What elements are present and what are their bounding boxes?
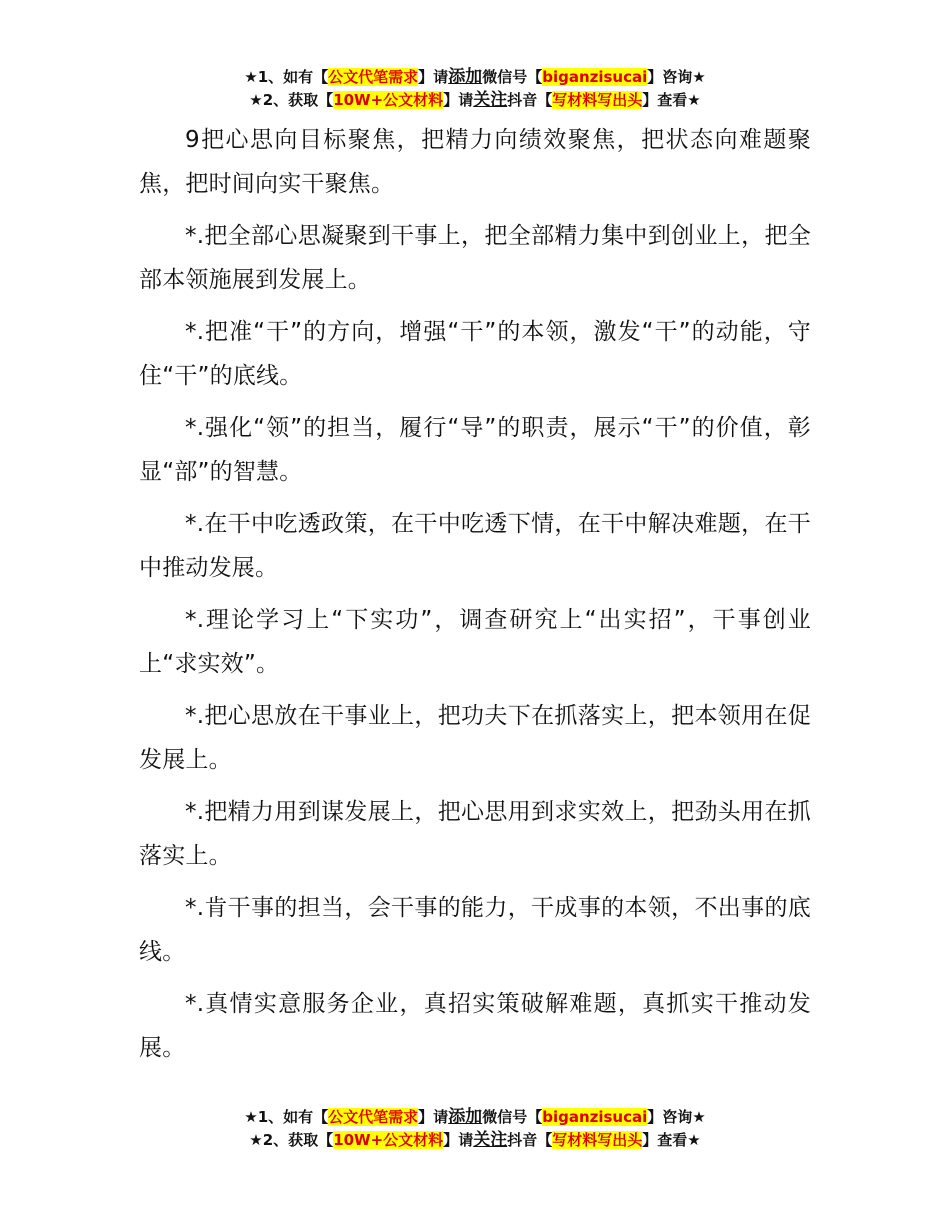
highlight-materials: 10W+公文材料 [333, 91, 444, 109]
banner-line-1 [0, 1106, 950, 1129]
highlight-douyin: 写材料写出头 [552, 1131, 643, 1149]
paragraph: *.把心思放在干事业上，把功夫下在抓落实上，把本领用在促发展上。 [139, 703, 811, 773]
banner-text: 】咨询★ [647, 1108, 706, 1126]
paragraph: *.把精力用到谋发展上，把心思用到求实效上，把劲头用在抓落实上。 [139, 799, 811, 869]
document-body [139, 118, 811, 1078]
banner-text: 】请 [443, 91, 474, 109]
banner-line-2 [0, 89, 950, 112]
banner-text: 】咨询★ [647, 68, 706, 86]
header-banner [0, 66, 950, 112]
paragraph: *.把准“干”的方向，增强“干”的本领，激发“干”的动能，守住“干”的底线。 [139, 319, 811, 389]
paragraph: *.把全部心思凝聚到干事上，把全部精力集中到创业上，把全部本领施展到发展上。 [139, 223, 811, 293]
banner-text: 微信号【 [482, 68, 543, 86]
banner-emphasis: 添加 [448, 67, 483, 87]
banner-text: ★1、如有【 [244, 1108, 329, 1126]
paragraph: *.肯干事的担当，会干事的能力，干成事的本领，不出事的底线。 [139, 895, 811, 965]
paragraph: *.理论学习上“下实功”，调查研究上“出实招”，干事创业上“求实效”。 [139, 607, 811, 677]
paragraph: *.真情实意服务企业，真招实策破解难题，真抓实干推动发展。 [139, 991, 811, 1061]
paragraph: *.强化“领”的担当，履行“导”的职责，展示“干”的价值，彰显“部”的智慧。 [139, 415, 811, 485]
banner-text: 】查看★ [642, 1131, 701, 1149]
banner-emphasis: 关注 [473, 1130, 508, 1150]
footer-banner [0, 1106, 950, 1152]
highlight-douyin: 写材料写出头 [552, 91, 643, 109]
banner-text: 】请 [418, 1108, 449, 1126]
highlight-materials: 10W+公文材料 [333, 1131, 444, 1149]
banner-text: 】请 [418, 68, 449, 86]
banner-text: 抖音【 [507, 1131, 553, 1149]
banner-line-2 [0, 1129, 950, 1152]
paragraph: *.在干中吃透政策，在干中吃透下情，在干中解决难题，在干中推动发展。 [139, 511, 811, 581]
banner-emphasis: 添加 [448, 1107, 483, 1127]
highlight-service: 公文代笔需求 [328, 68, 419, 86]
banner-text: 】请 [443, 1131, 474, 1149]
banner-text: ★2、获取【 [249, 1131, 334, 1149]
highlight-wechat-id: biganzisucai [542, 1108, 648, 1126]
paragraph: 9把心思向目标聚焦，把精力向绩效聚焦，把状态向难题聚焦，把时间向实干聚焦。 [139, 127, 811, 197]
highlight-wechat-id: biganzisucai [542, 68, 648, 86]
banner-text: 】查看★ [642, 91, 701, 109]
banner-text: 抖音【 [507, 91, 553, 109]
banner-text: 微信号【 [482, 1108, 543, 1126]
banner-emphasis: 关注 [473, 90, 508, 110]
banner-text: ★2、获取【 [249, 91, 334, 109]
highlight-service: 公文代笔需求 [328, 1108, 419, 1126]
banner-line-1 [0, 66, 950, 89]
banner-text: ★1、如有【 [244, 68, 329, 86]
